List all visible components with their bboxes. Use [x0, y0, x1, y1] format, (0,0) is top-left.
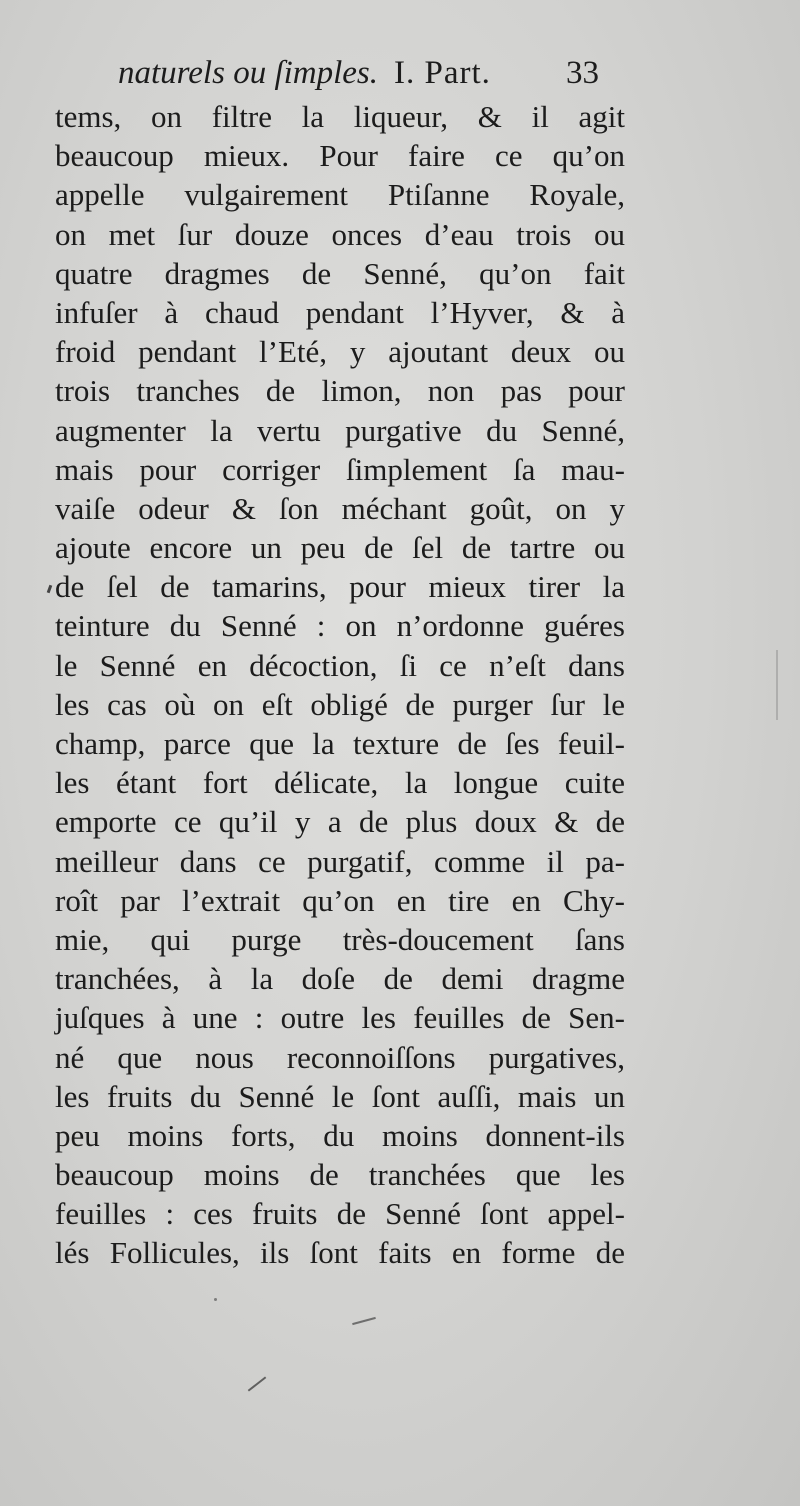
- text-line: tems, on filtre la liqueur, & il agit: [55, 99, 625, 134]
- text-line: juſques à une : outre les feuilles de Sen-: [55, 1000, 625, 1036]
- text-line: on met ſur douze onces d’eau trois ou: [55, 216, 625, 252]
- text-line: trois tranches de limon, non pas pour: [55, 373, 625, 409]
- text-line: mie, qui purge très-doucement ſans: [55, 921, 625, 957]
- text-line: les cas où on eſt obligé de purger ſur le: [55, 686, 625, 722]
- text-line: les fruits du Senné le ſont auſſi, mais un: [55, 1078, 625, 1114]
- text-line: meilleur dans ce purgatif, comme il pa-: [55, 843, 625, 879]
- running-head-title: naturels ou ſimples.: [118, 55, 379, 91]
- text-line: emporte ce qu’il y a de plus doux & de: [55, 804, 625, 840]
- text-line: appelle vulgairement Ptiſanne Royale,: [55, 177, 625, 213]
- text-line: ajoute encore un peu de ſel de tartre ou: [55, 530, 625, 566]
- page-edge-shadow: [776, 650, 778, 720]
- text-line: tranchées, à la doſe de demi dragme: [55, 961, 625, 997]
- ink-mark: [352, 1317, 376, 1325]
- text-line: peu moins forts, du moins donnent-ils: [55, 1117, 625, 1153]
- text-line: le Senné en décoction, ſi ce n’eſt dans: [55, 647, 625, 683]
- ink-mark: [248, 1376, 267, 1391]
- running-head-part: I. Part.: [394, 55, 491, 91]
- text-line: augmenter la vertu purgative du Senné,: [55, 412, 625, 448]
- text-line: froid pendant l’Eté, y ajoutant deux ou: [55, 334, 625, 370]
- text-line: beaucoup mieux. Pour faire ce qu’on: [55, 138, 625, 174]
- page-number: 33: [566, 55, 599, 91]
- text-line: roît par l’extrait qu’on en tire en Chy-: [55, 882, 625, 918]
- text-line: quatre dragmes de Senné, qu’on fait: [55, 255, 625, 291]
- ink-speck: [214, 1298, 217, 1301]
- text-line: lés Follicules, ils ſont faits en forme de: [55, 1235, 625, 1271]
- ink-mark: [47, 585, 53, 594]
- running-head: [118, 50, 638, 96]
- text-line: vaiſe odeur & ſon méchant goût, on y: [55, 490, 625, 526]
- text-line: né que nous reconnoiſſons purgatives,: [55, 1039, 625, 1075]
- text-line: champ, parce que la texture de ſes feuil-: [55, 726, 625, 761]
- text-line: feuilles : ces fruits de Senné ſont appel-: [55, 1196, 625, 1232]
- body-text: [55, 97, 625, 1273]
- text-line: les étant fort délicate, la longue cuite: [55, 765, 625, 801]
- text-line: beaucoup moins de tranchées que les: [55, 1157, 625, 1193]
- text-line: de ſel de tamarins, pour mieux tirer la: [55, 569, 625, 605]
- text-line: infuſer à chaud pendant l’Hyver, & à: [55, 294, 625, 330]
- text-line: teinture du Senné : on n’ordonne guéres: [55, 608, 625, 644]
- text-line: mais pour corriger ſimplement ſa mau-: [55, 451, 625, 487]
